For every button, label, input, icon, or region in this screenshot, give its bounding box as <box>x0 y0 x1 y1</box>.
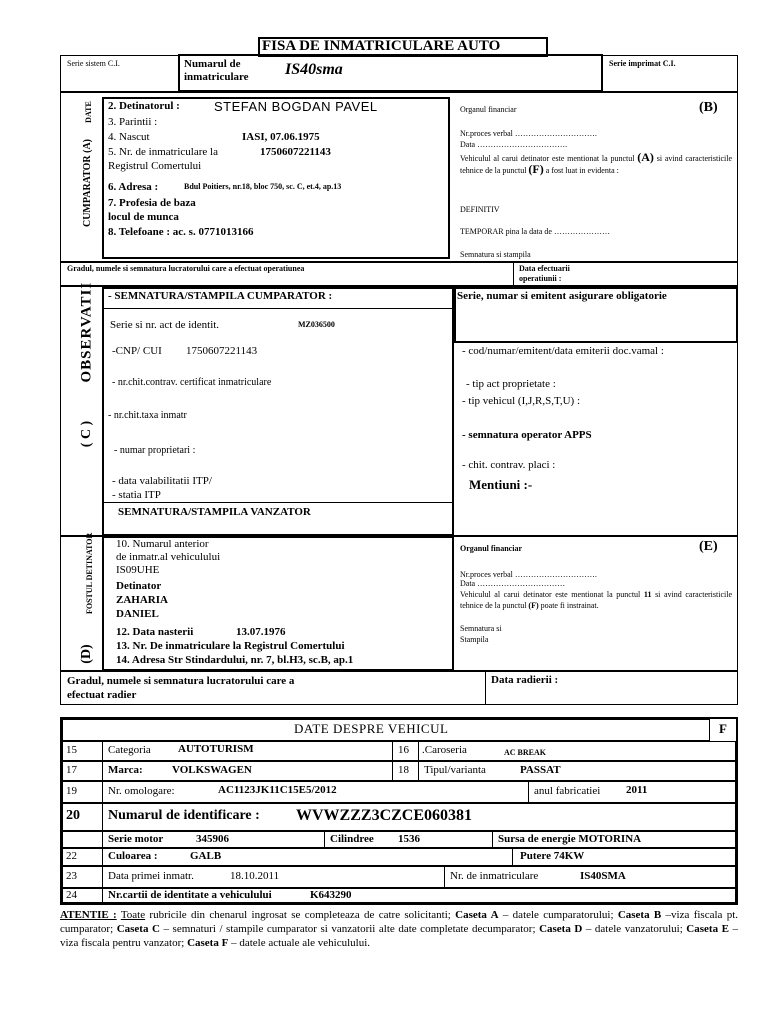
semn-vanz-label: SEMNATURA/STAMPILA VANZATOR <box>118 506 311 518</box>
itp1-label: - data valabilitatii ITP/ <box>112 475 212 487</box>
nr-anterior-1: 10. Numarul anterior <box>116 538 209 550</box>
grad-left: Gradul, numele si semnatura lucratorului care a efectuat operatiunea <box>67 264 305 273</box>
numarul-label: Numarul de inmatriculare <box>184 58 249 83</box>
row-19-anul-value: 2011 <box>626 784 648 796</box>
caseta-a-date-label: DATE <box>83 101 93 123</box>
registrul-label: Registrul Comertului <box>108 160 202 172</box>
row-22-label: Culoarea : <box>108 850 158 862</box>
chit-placi-label: - chit. contrav. placi : <box>462 459 556 471</box>
row-16-label: .Caroseria <box>422 744 467 756</box>
caseta-b-nr-proces: Nr.proces verbal …………………………. <box>460 129 597 138</box>
caseta-b-temporar: TEMPORAR pina la data de ………………… <box>460 227 610 236</box>
row-21-label: Serie motor <box>108 833 164 845</box>
telefoane-label: 8. Telefoane : ac. s. 0771013166 <box>108 226 254 238</box>
row-23-label: Data primei inmatr. <box>108 870 194 882</box>
fost-nume-2: DANIEL <box>116 608 159 620</box>
row-17-n: 17 <box>66 764 77 776</box>
row-24-n: 24 <box>66 889 77 901</box>
row-21-cilindree-label: Cilindree <box>330 833 374 845</box>
adresa-label: 6. Adresa : <box>108 181 159 193</box>
tip-vehicul-label: - tip vehicul (I,J,R,S,T,U) : <box>462 395 581 407</box>
form-title: FISA DE INMATRICULARE AUTO <box>262 38 501 54</box>
itp2-label: - statia ITP <box>112 489 161 501</box>
nascut-value: IASI, 07.06.1975 <box>242 131 320 143</box>
caseta-e-data: Data …………………………… <box>460 579 566 588</box>
profesia-label: 7. Profesia de baza <box>108 197 196 209</box>
serie-act-value: MZ036500 <box>298 320 335 329</box>
vehicul-f-letter: F <box>719 721 727 736</box>
semn-cump-divider <box>102 308 454 309</box>
row-24-value: K643290 <box>310 889 352 901</box>
row-21-col2 <box>324 831 325 848</box>
row-15-value: AUTOTURISM <box>178 743 254 755</box>
row-17-col1 <box>102 761 103 781</box>
row-19-n: 19 <box>66 785 77 797</box>
caseta-b-definitiv: DEFINITIV <box>460 205 500 214</box>
row-19-col2 <box>528 781 529 803</box>
row-23-col1 <box>102 866 103 888</box>
row-22 <box>62 848 736 866</box>
row-22-n: 22 <box>66 850 77 862</box>
row-23-nr-label: Nr. de inmatriculare <box>450 870 539 882</box>
nr-inmatriculare-label: 5. Nr. de inmatriculare la <box>108 146 218 158</box>
vehicul-title: DATE DESPRE VEHICUL <box>294 721 449 736</box>
row-21-value: 345906 <box>196 833 229 845</box>
cod-numar-label: - cod/numar/emitent/data emiterii doc.vamal : <box>462 345 664 357</box>
nascut-label: 4. Nascut <box>108 131 150 143</box>
grad-right: Data efectuarii operatiunii : <box>519 264 570 283</box>
fost-adresa-label: 14. Adresa Str Stindardului, nr. 7, bl.H3, sc.B, ap.1 <box>116 654 354 666</box>
serie-act-label: Serie si nr. act de identit. <box>110 319 220 331</box>
row-20-n: 20 <box>66 808 80 823</box>
caseta-e-nr-proces: Nr.proces verbal …………………………. <box>460 570 597 579</box>
row-21-cilindree-value: 1536 <box>398 833 420 845</box>
numar-prop-label: - numar proprietari : <box>114 445 196 456</box>
detinator-value: STEFAN BOGDAN PAVEL <box>214 99 378 114</box>
caseta-e-semnatura: Semnatura si <box>460 624 502 633</box>
row-24-col1 <box>102 888 103 903</box>
row-22-value: GALB <box>190 850 222 862</box>
asigurare-label: Serie, numar si emitent asigurare obligatorie <box>457 290 667 302</box>
caseta-b-letter: (B) <box>699 100 718 115</box>
mentiuni-label: Mentiuni :- <box>469 477 533 492</box>
nr-anterior-value: IS09UHE <box>116 564 160 576</box>
row-15-col3 <box>418 741 419 761</box>
row-21-col1 <box>102 831 103 848</box>
locul-label: locul de munca <box>108 211 179 223</box>
nr-inmatriculare-value: 1750607221143 <box>260 146 331 158</box>
parinti-label: 3. Parintii : <box>108 116 158 128</box>
row-16-n: 16 <box>398 744 409 756</box>
row-15-col1 <box>102 741 103 761</box>
row-17-value: VOLKSWAGEN <box>172 764 252 776</box>
row-19-value: AC1123JK11C15E5/2012 <box>218 784 337 796</box>
caseta-b-data: Data ……………………………. <box>460 140 568 149</box>
nr-reg-label: 13. Nr. De inmatriculare la Registrul Comertului <box>116 640 345 652</box>
row-23-n: 23 <box>66 870 77 882</box>
nr-chit-label: - nr.chit.contrav. certificat inmatriculare <box>112 377 272 388</box>
row-18-n: 18 <box>398 764 409 776</box>
adresa-value: Bdul Poitiers, nr.18, bloc 750, sc. C, et.4, ap.13 <box>184 182 342 191</box>
row-17-col3 <box>418 761 419 781</box>
caseta-b-organul: Organul financiar <box>460 105 517 114</box>
cnp-label: -CNP/ CUI <box>112 345 162 357</box>
caseta-d-fostul-label: FOSTUL DETINATOR <box>85 532 94 614</box>
row-22-col2 <box>512 848 513 866</box>
row-21-sursa-label: Sursa de energie MOTORINA <box>498 833 642 845</box>
row-16-value: AC BREAK <box>504 748 547 757</box>
semn-vanz-divider <box>102 502 454 503</box>
nr-anterior-2: de inmatr.al vehiculului <box>116 551 221 563</box>
serie-imprimat-label: Serie imprimat C.I. <box>609 59 676 68</box>
numarul-value: IS40sma <box>285 61 343 78</box>
row-20-label: Numarul de identificare : <box>108 808 260 823</box>
caseta-e-letter: (E) <box>699 539 718 554</box>
row-18-value: PASSAT <box>520 764 561 776</box>
row-20-col1 <box>102 803 103 831</box>
row-21-col3 <box>492 831 493 848</box>
caseta-d-letter-label: (D) <box>79 644 94 664</box>
fost-nume-1: ZAHARIA <box>116 594 168 606</box>
row-23-value: 18.10.2011 <box>230 870 280 882</box>
grad-divider <box>513 262 514 286</box>
row-15-label: Categoria <box>108 744 151 756</box>
tip-act-label: - tip act proprietate : <box>466 378 556 390</box>
caseta-a-cumparator-label: CUMPARATOR (A) <box>82 138 93 228</box>
data-nasterii-value: 13.07.1976 <box>236 626 286 638</box>
chit-taxa-label: - nr.chit.taxa inmatr <box>108 410 187 421</box>
cnp-value: 1750607221143 <box>186 345 258 357</box>
row-24-label: Nr.cartii de identitate a vehiculului <box>108 889 272 901</box>
semn-cump-label: - SEMNATURA/STAMPILA CUMPARATOR : <box>108 290 333 302</box>
caseta-b-semnatura: Semnatura si stampila <box>460 250 531 259</box>
row-22-putere: Putere 74KW <box>520 850 585 862</box>
caseta-e-stampila: Stampila <box>460 635 489 644</box>
row-23-col2 <box>444 866 445 888</box>
caseta-e-text: Vehiculul al carui detinator este mentionat la punctul 11 si avind caracteristicile tehnice de la punctul (F) poate fi instrainat. <box>460 590 733 610</box>
radiere-right: Data radierii : <box>491 674 559 686</box>
row-19-col1 <box>102 781 103 803</box>
detinator-label: 2. Detinatorul : <box>108 100 180 112</box>
row-17-label: Marca: <box>108 764 143 776</box>
row-15-col2 <box>392 741 393 761</box>
row-17-col2 <box>392 761 393 781</box>
atentie-note: ATENTIE : Toate rubricile din chenarul ingrosat se completeaza de catre solicitanti; Caseta A – datele cumparatorului; Caseta B –viza fiscala pt. cumparator; Caseta C – semnaturi / stampile cumparator si vanzatorii alte date completate decumparator; Caseta D – datele vanzatorului; Caseta E – viza fiscala pentru vanzator; Caseta F – datele actuale ale vehiculului. <box>60 909 739 949</box>
row-22-col1 <box>102 848 103 866</box>
row-20-value: WVWZZZ3CZCE060381 <box>296 807 473 824</box>
caseta-c-letter-label: ( C ) <box>79 420 94 448</box>
row-19-label: Nr. omologare: <box>108 785 175 797</box>
row-19-anul-label: anul fabricatiei <box>534 785 601 797</box>
fost-detinator-label: Detinator <box>116 580 162 592</box>
data-nasterii-label: 12. Data nasterii <box>116 626 194 638</box>
row-15-n: 15 <box>66 744 77 756</box>
row-23-nr-value: IS40SMA <box>580 870 626 882</box>
semn-operator-label: - semnatura operator APPS <box>462 429 592 441</box>
radiere-divider <box>485 671 486 705</box>
row-18-label: Tipul/varianta <box>424 764 486 776</box>
caseta-e-organul: Organul financiar <box>460 544 523 553</box>
caseta-b-text: Vehiculul al carui detinator este mentionat la punctul (A) si avind caracteristicile tehnice de la punctul (F) a fost luat in evidenta : <box>460 150 733 176</box>
caseta-c-observatii-label: OBSERVATII <box>78 281 95 383</box>
serie-sistem-label: Serie sistem C.I. <box>67 59 120 68</box>
radiere-left: Gradul, numele si semnatura lucratorului care a efectuat radier <box>67 675 295 701</box>
